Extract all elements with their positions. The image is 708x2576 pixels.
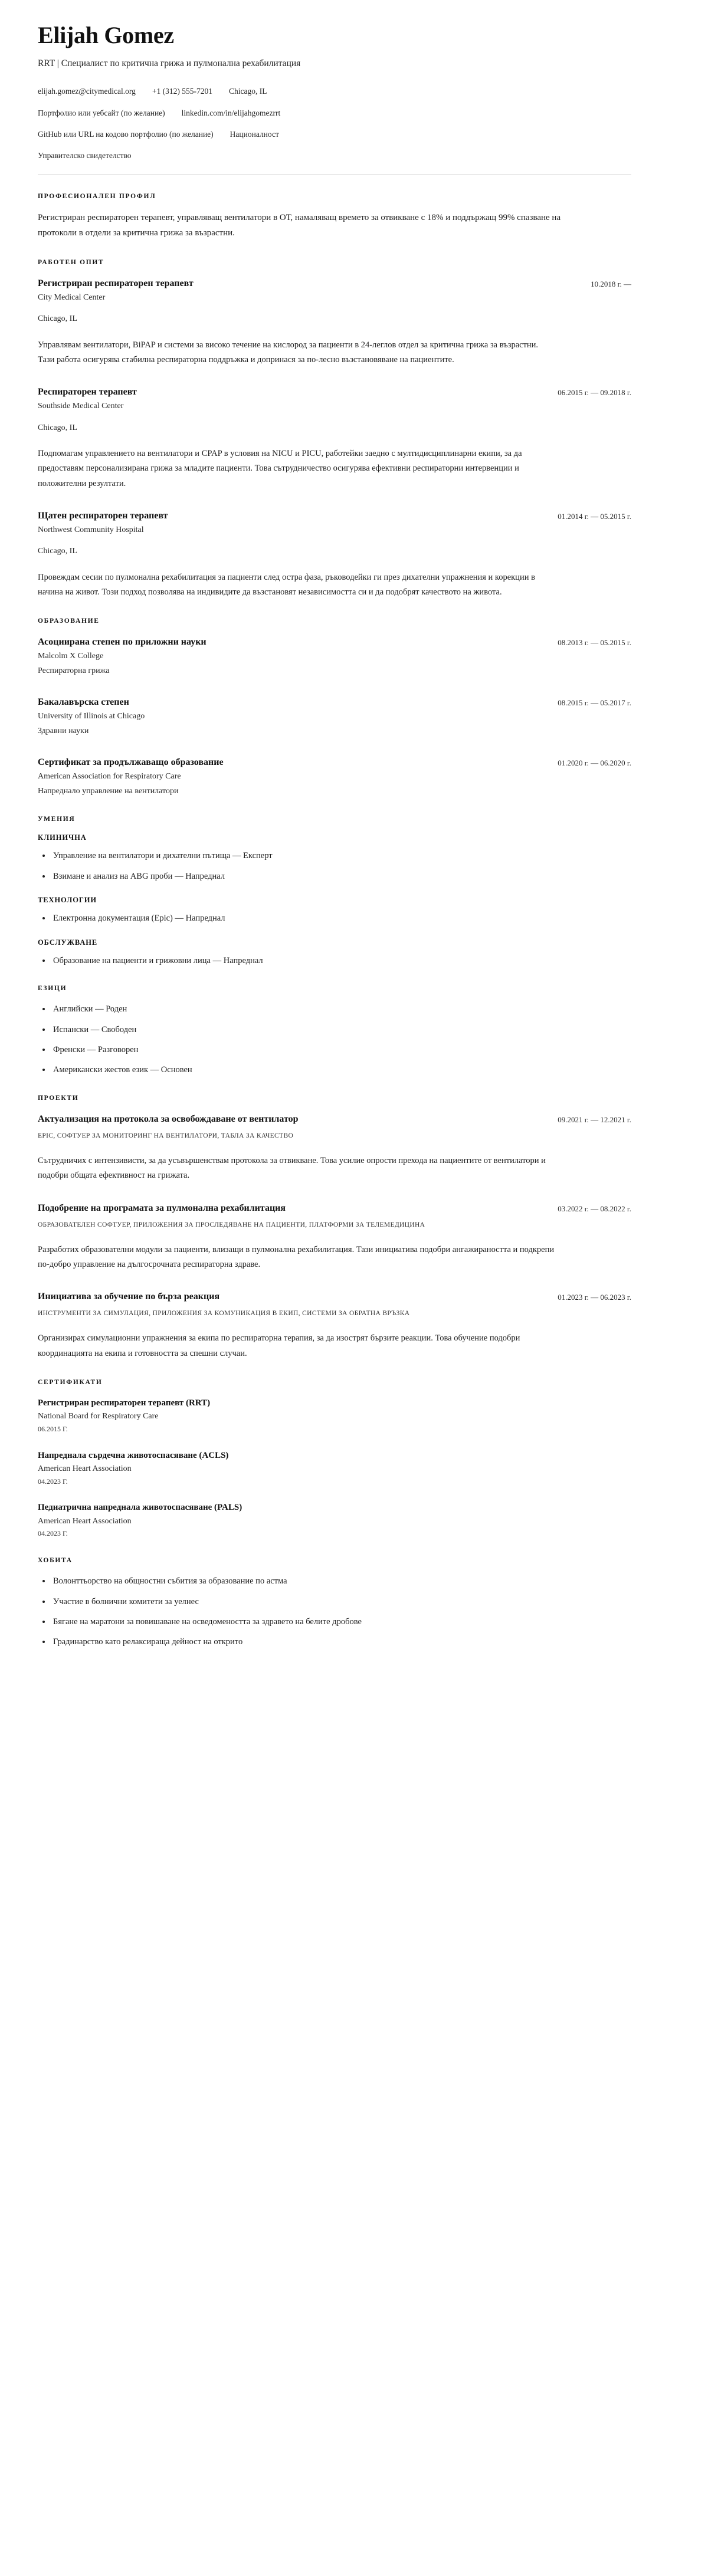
project-tech: EPIC, СОФТУЕР ЗА МОНИТОРИНГ НА ВЕНТИЛАТОРИ, ТАБЛА ЗА КАЧЕСТВО <box>38 1132 294 1140</box>
resume-header <box>38 22 631 175</box>
education-item-head <box>38 755 631 769</box>
certificate-date: 06.2015 Г. <box>38 1424 68 1433</box>
experience-date: 01.2014 г. — 05.2015 г. <box>558 511 631 521</box>
project-name: Подобрение на програмата за пулмонална рехабилитация <box>38 1202 286 1213</box>
skill-group-title-technology: ТЕХНОЛОГИИ <box>38 896 97 905</box>
experience-item <box>38 385 631 491</box>
profile-summary: Регистриран респираторен терапевт, управляващ вентилатори в ОТ, намаляващ времето за отвикване с 18% и поддържащ 99% спазване на протоколи в отдели за критична грижа за възрастни. <box>38 213 561 238</box>
education-field: Здравни науки <box>38 726 89 735</box>
section-title-languages: ЕЗИЦИ <box>38 985 67 993</box>
certificate-date: 04.2023 Г. <box>38 1529 68 1538</box>
language-item: Английски — Роден <box>38 1003 631 1016</box>
contact-row-web <box>38 107 631 119</box>
contact-row-license <box>38 150 631 162</box>
contact-phone[interactable]: +1 (312) 555-7201 <box>152 87 212 96</box>
experience-item-head <box>38 509 631 523</box>
experience-role: Регистриран респираторен терапевт <box>38 278 194 288</box>
project-item-head <box>38 1290 631 1303</box>
section-profile <box>38 193 631 241</box>
education-school: American Association for Respiratory Care <box>38 772 181 781</box>
contact-location: Chicago, IL <box>229 87 267 96</box>
education-degree: Сертификат за продължаващо образование <box>38 757 224 768</box>
certificate-name: Регистриран респираторен терапевт (RRT) <box>38 1398 211 1408</box>
project-item <box>38 1290 631 1361</box>
section-hobbies <box>38 1557 631 1649</box>
experience-description: Управлявам вентилатори, BiPAP и системи за високо течение на кислород за пациенти в 24-леглов отдел за критична грижа за възрастни. Тази работа осигурява стабилна респираторна поддръжка и допринася за по-лесно възстановяване на пациентите. <box>38 340 539 365</box>
experience-role: Респираторен терапевт <box>38 387 137 397</box>
candidate-name: Elijah Gomez <box>38 22 174 48</box>
project-description: Организирах симулационни упражнения за екипа по респираторна терапия, за да изострят бързите реакции. Това обучение подобри координацията на екипа и готовността за спешни случаи. <box>38 1333 520 1358</box>
experience-location: Chicago, IL <box>38 547 77 556</box>
education-date: 01.2020 г. — 06.2020 г. <box>558 758 631 768</box>
education-date: 08.2015 г. — 05.2017 г. <box>558 698 631 708</box>
contact-row-primary <box>38 86 631 97</box>
certificate-item <box>38 1501 631 1539</box>
section-title-skills: УМЕНИЯ <box>38 816 76 823</box>
section-title-profile: ПРОФЕСИОНАЛЕН ПРОФИЛ <box>38 193 156 201</box>
hobby-item: Участие в болнични комитети за уелнес <box>38 1595 631 1608</box>
project-tech: ИНСТРУМЕНТИ ЗА СИМУЛАЦИЯ, ПРИЛОЖЕНИЯ ЗА КОМУНИКАЦИЯ В ЕКИП, СИСТЕМИ ЗА ОБРАТНА ВРЪЗКА <box>38 1310 410 1317</box>
project-name: Инициатива за обучение по бърза реакция <box>38 1292 220 1302</box>
contact-nationality: Националност <box>230 129 279 139</box>
certificate-issuer: American Heart Association <box>38 1464 132 1474</box>
education-degree: Бакалавърска степен <box>38 697 129 708</box>
certificate-item <box>38 1449 631 1487</box>
certificate-name: Напреднала сърдечна животоспасяване (ACLS) <box>38 1450 229 1460</box>
experience-date: 10.2018 г. — <box>591 279 631 288</box>
certificate-date: 04.2023 Г. <box>38 1477 68 1486</box>
section-title-projects: ПРОЕКТИ <box>38 1094 79 1102</box>
section-title-experience: РАБОТЕН ОПИТ <box>38 258 104 266</box>
contact-driving-license: Управителско свидетелство <box>38 151 132 160</box>
section-title-hobbies: ХОБИТА <box>38 1557 73 1565</box>
education-date: 08.2013 г. — 05.2015 г. <box>558 638 631 648</box>
section-title-certificates: СЕРТИФИКАТИ <box>38 1378 103 1386</box>
experience-org: Southside Medical Center <box>38 402 124 411</box>
section-projects <box>38 1095 631 1361</box>
education-field: Напреднало управление на вентилатори <box>38 786 179 796</box>
project-item-head <box>38 1112 631 1126</box>
section-certificates <box>38 1379 631 1539</box>
certificate-item <box>38 1397 631 1435</box>
project-item-head <box>38 1201 631 1215</box>
skill-list-clinical <box>38 849 631 883</box>
education-degree: Асоциирана степен по приложни науки <box>38 637 206 648</box>
project-date: 09.2021 г. — 12.2021 г. <box>558 1115 631 1124</box>
section-education <box>38 617 631 798</box>
experience-description: Провеждам сесии по пулмонална рехабилитация за пациенти след остра фаза, ръководейки ги през дихателни упражнения и корекции в начина на живот. Този подход позволява на индивидите да възстановят независимостта си и да подобрят качеството на живота. <box>38 572 535 597</box>
candidate-headline: RRT | Специалист по критична грижа и пулмонална рехабилитация <box>38 58 301 68</box>
experience-item <box>38 277 631 367</box>
certificate-issuer: National Board for Respiratory Care <box>38 1412 159 1421</box>
skill-item: Електронна документация (Epic) — Напреднал <box>38 912 631 925</box>
education-school: Malcolm X College <box>38 652 104 661</box>
skill-group-title-clinical: КЛИНИЧНА <box>38 833 87 842</box>
language-item: Испански — Свободен <box>38 1023 631 1036</box>
experience-item-head <box>38 277 631 290</box>
language-item: Френски — Разговорен <box>38 1043 631 1056</box>
certificate-name: Педиатрична напреднала животоспасяване (PALS) <box>38 1503 242 1513</box>
project-date: 03.2022 г. — 08.2022 г. <box>558 1204 631 1213</box>
project-item <box>38 1112 631 1184</box>
experience-date: 06.2015 г. — 09.2018 г. <box>558 388 631 397</box>
hobby-item: Бягане на маратони за повишаване на осведомеността за здравето на белите дробове <box>38 1615 631 1628</box>
education-field: Респираторна грижа <box>38 666 110 675</box>
hobby-item: Волонттьорство на общностни събития за образование по астма <box>38 1575 631 1588</box>
education-item-head <box>38 635 631 649</box>
hobby-list <box>38 1575 631 1649</box>
section-experience <box>38 259 631 600</box>
contact-portfolio[interactable]: Портфолио или уебсайт (по желание) <box>38 108 165 117</box>
skill-group-title-service: ОБСЛУЖВАНЕ <box>38 938 98 947</box>
education-item <box>38 635 631 678</box>
project-description: Сътрудничих с интензивисти, за да усъвършенствам протокола за отвикване. Това усилие опрости прехода на пациентите от вентилатори и подобри общата ефективност на грижата. <box>38 1156 546 1181</box>
experience-role: Щатен респираторен терапевт <box>38 510 168 521</box>
hobby-item: Градинарство като релаксираща дейност на открито <box>38 1635 631 1648</box>
skill-item: Управление на вентилатори и дихателни пътища — Експерт <box>38 849 631 862</box>
project-date: 01.2023 г. — 06.2023 г. <box>558 1293 631 1302</box>
experience-location: Chicago, IL <box>38 314 77 324</box>
education-item-head <box>38 695 631 709</box>
skill-list-technology <box>38 912 631 925</box>
language-list <box>38 1003 631 1077</box>
experience-item <box>38 509 631 600</box>
skill-item: Образование на пациенти и грижовни лица — Напреднал <box>38 954 631 967</box>
project-name: Актуализация на протокола за освобождаване от вентилатор <box>38 1113 299 1124</box>
skill-item: Взимане и анализ на ABG проби — Напреднал <box>38 870 631 883</box>
project-tech: ОБРАЗОВАТЕЛЕН СОФТУЕР, ПРИЛОЖЕНИЯ ЗА ПРОСЛЕДЯВАНЕ НА ПАЦИЕНТИ, ПЛАТФОРМИ ЗА ТЕЛЕМЕДИЦИНА <box>38 1221 425 1228</box>
education-school: University of Illinois at Chicago <box>38 712 145 721</box>
contact-email[interactable]: elijah.gomez@citymedical.org <box>38 87 136 96</box>
project-item <box>38 1201 631 1273</box>
section-languages <box>38 985 631 1077</box>
experience-description: Подпомагам управлението на вентилатори и CPAP в условия на NICU и PICU, работейки заедно с мултидисциплинарни екипи, за да предоставям персонализирана грижа за младите пациенти. Това сътрудничество осигурява ефективни респираторни интервенции и положителни резултати. <box>38 449 522 488</box>
contact-linkedin[interactable]: linkedin.com/in/elijahgomezrrt <box>181 108 281 117</box>
certificate-issuer: American Heart Association <box>38 1516 132 1526</box>
experience-item-head <box>38 385 631 399</box>
section-skills <box>38 816 631 967</box>
skill-list-service <box>38 954 631 967</box>
education-item <box>38 755 631 798</box>
contact-github[interactable]: GitHub или URL на кодово портфолио (по желание) <box>38 129 214 139</box>
education-item <box>38 695 631 738</box>
section-title-education: ОБРАЗОВАНИЕ <box>38 617 100 625</box>
experience-org: City Medical Center <box>38 293 106 303</box>
experience-location: Chicago, IL <box>38 423 77 432</box>
project-description: Разработих образователни модули за пациенти, влизащи в пулмонална рехабилитация. Тази инициатива подобри ангажираността и подкрепи по-добро управление на дългосрочната респираторна здраве. <box>38 1244 555 1269</box>
language-item: Американски жестов език — Основен <box>38 1063 631 1076</box>
contact-row-code <box>38 129 631 140</box>
experience-org: Northwest Community Hospital <box>38 525 144 535</box>
